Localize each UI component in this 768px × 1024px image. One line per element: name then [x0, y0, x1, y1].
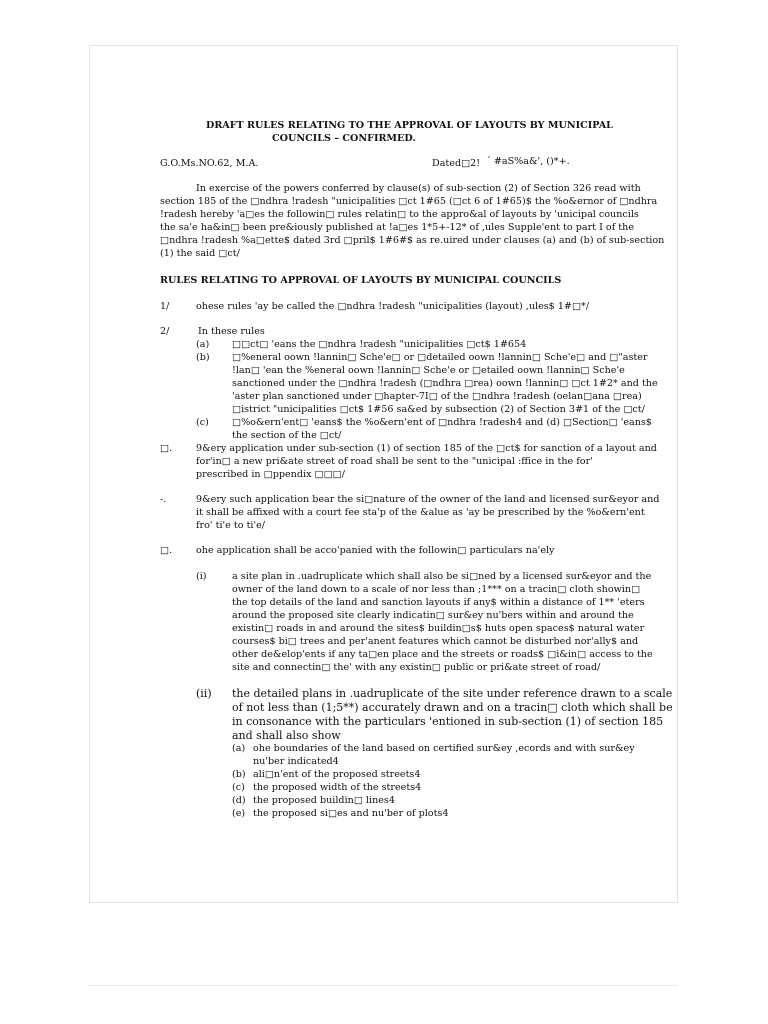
rule-number: 2/ [160, 326, 170, 337]
rule-number: □. [160, 545, 173, 556]
clause-text: □%eneral oown !lannin□ Sche'e□ or □detailed oown !lannin□ Sche'e□ and □"aster [232, 352, 648, 363]
go-number: G.O.Ms.NO.62, M.A. [160, 158, 259, 169]
rule-text: for'in□ a new pri&ate street of road shall be sent to the "unicipal :ffice in the for' [196, 456, 593, 467]
rule-number: □. [160, 443, 173, 454]
sub-item-label: (c) [232, 782, 245, 793]
item-text: of not less than (1;5**) accurately drawn and on a tracin□ cloth which shall be [232, 701, 673, 714]
clause-text: sanctioned under the □ndhra !radesh (□ndhra □rea) oown !lannin□ □ct 1#2* and the [232, 378, 658, 389]
intro-line: In exercise of the powers conferred by clause(s) of sub-section (2) of Section 326 read with [196, 183, 641, 194]
item-text: around the proposed site clearly indicatin□ sur&ey nu'bers within and around the [232, 610, 634, 621]
clause-label: (b) [196, 352, 210, 363]
rule-number: -. [160, 494, 167, 505]
rule-text: fro' ti'e to ti'e/ [196, 520, 266, 531]
sub-item-label: (d) [232, 795, 246, 806]
sub-item-text: nu'ber indicated4 [253, 756, 339, 767]
rule-text: In these rules [198, 326, 265, 337]
intro-line: the sa'e ha&in□ been pre&iously published at !a□es 1*5+-12* of ,ules Supple'ent to part I of the [160, 222, 635, 233]
sub-item-text: ali□n'ent of the proposed streets4 [253, 769, 421, 780]
item-text: site and connectin□ the' with any existin□ public or pri&ate street of road/ [232, 662, 601, 673]
sub-item-label: (e) [232, 808, 246, 819]
item-text: owner of the land down to a scale of nor less than ;1*** on a tracin□ cloth showin□ [232, 584, 641, 595]
item-text: existin□ roads in and around the sites$ buildin□s$ huts open spaces$ natural water [232, 623, 645, 634]
page-divider [89, 985, 678, 986]
rule-number: 1/ [160, 301, 170, 312]
sub-item-text: the proposed si□es and nu'ber of plots4 [253, 808, 449, 819]
intro-line: □ndhra !radesh %a□ette$ dated 3rd □pril$ 1#6#$ as re.uired under clauses (a) and (b) of sub-section [160, 235, 665, 246]
date-label: Dated□2! [432, 158, 481, 169]
clause-text: !lan□ 'ean the %eneral oown !lannin□ Sche'e or □etailed oown !lannin□ Sche'e [232, 365, 625, 376]
sub-item-label: (b) [232, 769, 246, 780]
clause-label: (a) [196, 339, 210, 350]
date-value: ´ #aS%a&', ()*+. [486, 156, 570, 167]
item-text: the detailed plans in .uadruplicate of the site under reference drawn to a scale [232, 687, 673, 700]
sub-item-label: (a) [232, 743, 246, 754]
intro-line: section 185 of the □ndhra !radesh "unicipalities □ct 1#65 (□ct 6 of 1#65)$ the %o&ernor of □ndhra [160, 196, 658, 207]
item-label: (i) [196, 571, 207, 582]
clause-text: the section of the □ct/ [232, 430, 342, 441]
item-text: a site plan in .uadruplicate which shall also be si□ned by a licensed sur&eyor and the [232, 571, 652, 582]
clause-text: □%o&ern'ent□ 'eans$ the %o&ern'ent of □ndhra !radesh4 and (d) □Section□ 'eans$ [232, 417, 652, 428]
rule-text: 9&ery such application bear the si□nature of the owner of the land and licensed sur&eyor and [196, 494, 660, 505]
item-text: courses$ bi□ trees and per'anent features which cannot be disturbed nor'ally$ and [232, 636, 639, 647]
title-line-2: COUNCILS – CONFIRMED. [272, 133, 416, 144]
item-text: in consonance with the particulars 'entioned in sub-section (1) of section 185 [232, 715, 664, 728]
sub-item-text: the proposed width of the streets4 [253, 782, 422, 793]
rule-text: ohese rules 'ay be called the □ndhra !radesh "unicipalities (layout) ,ules$ 1#□*/ [196, 301, 590, 312]
clause-text: □□ct□ 'eans the □ndhra !radesh "unicipalities □ct$ 1#654 [232, 339, 527, 350]
clause-text: 'aster plan sanctioned under □hapter-7I□ of the □ndhra !radesh (oelan□ana □rea) [232, 391, 642, 402]
rule-text: prescribed in □ppendix □□□/ [196, 469, 345, 480]
item-text: and shall also show [232, 729, 341, 742]
rule-text: 9&ery application under sub-section (1) of section 185 of the □ct$ for sanction of a layout and [196, 443, 657, 454]
item-label: (ii) [196, 687, 212, 700]
sub-item-text: the proposed buildin□ lines4 [253, 795, 395, 806]
rule-text: ohe application shall be acco'panied with the followin□ particulars na'ely [196, 545, 555, 556]
rule-text: it shall be affixed with a court fee sta'p of the &alue as 'ay be prescribed by the %o&ern'ent [196, 507, 645, 518]
intro-line: (1) the said □ct/ [160, 248, 240, 259]
intro-line: !radesh hereby 'a□es the followin□ rules relatin□ to the appro&al of layouts by 'unicipal councils [160, 209, 639, 220]
rules-heading: RULES RELATING TO APPROVAL OF LAYOUTS BY MUNICIPAL COUNCILS [160, 275, 562, 286]
sub-item-text: ohe boundaries of the land based on certified sur&ey ,ecords and with sur&ey [253, 743, 635, 754]
item-text: the top details of the land and sanction layouts if any$ within a distance of 1** 'eters [232, 597, 645, 608]
item-text: other de&elop'ents if any ta□en place and the streets or roads$ □i&in□ access to the [232, 649, 653, 660]
clause-text: □istrict "unicipalities □ct$ 1#56 sa&ed by subsection (2) of Section 3#1 of the □ct/ [232, 404, 645, 415]
title-line-1: DRAFT RULES RELATING TO THE APPROVAL OF LAYOUTS BY MUNICIPAL [206, 120, 613, 131]
clause-label: (c) [196, 417, 209, 428]
